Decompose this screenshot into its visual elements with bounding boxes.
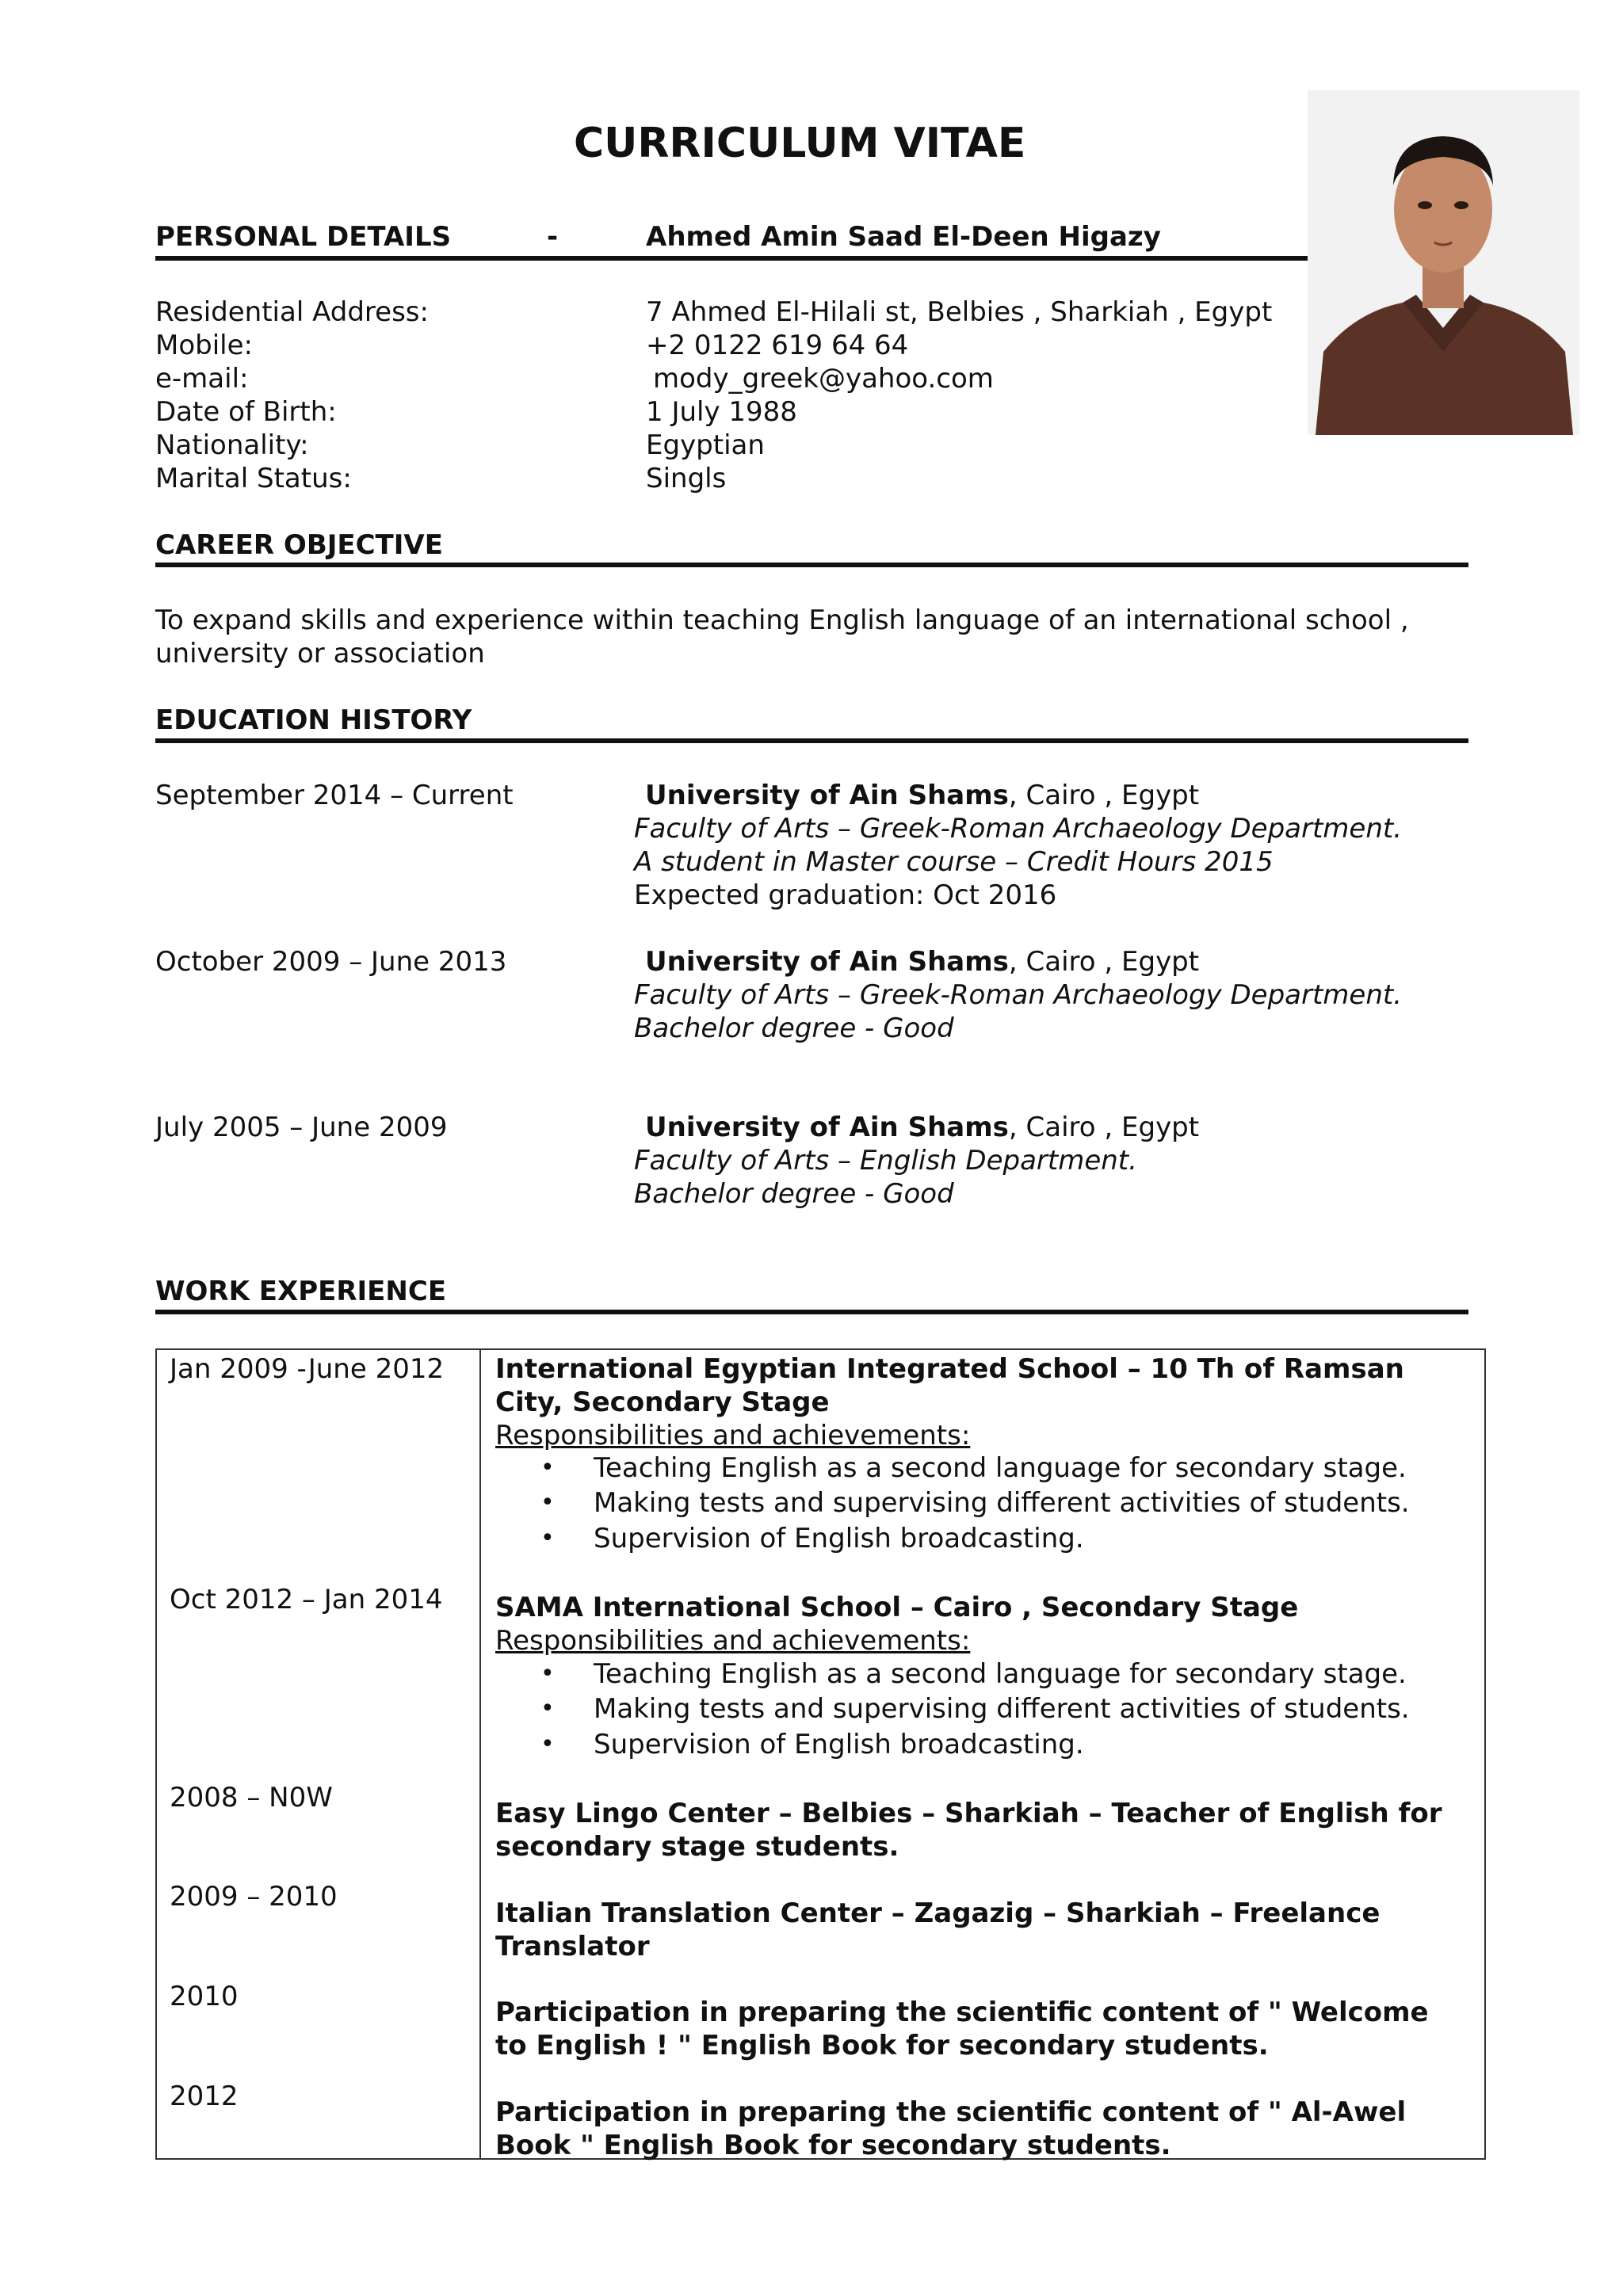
job-5-dates: 2010 xyxy=(170,1981,239,2012)
edu-1-detail-2: A student in Master course – Credit Hours 2015 xyxy=(634,846,1274,878)
job-1-title-line-1: International Egyptian Integrated School – 10 Th of Ramsan xyxy=(495,1353,1404,1385)
mobile-label: Mobile: xyxy=(155,330,253,361)
marital-status-label: Marital Status: xyxy=(155,463,352,494)
page-title: CURRICULUM VITAE xyxy=(574,120,1026,167)
job-6-dates: 2012 xyxy=(170,2081,239,2112)
job-1-bullet-2: Making tests and supervising different activities of students. xyxy=(594,1487,1410,1519)
edu-1-location: , Cairo , Egypt xyxy=(1008,780,1200,811)
education-rule xyxy=(155,738,1468,743)
job-2-bullet-2: Making tests and supervising different activities of students. xyxy=(594,1693,1410,1725)
job-1-dates: Jan 2009 -June 2012 xyxy=(170,1353,445,1385)
edu-1-institution: University of Ain Shams xyxy=(645,780,1009,811)
email-label: e-mail: xyxy=(155,363,249,395)
job-3-dates: 2008 – N0W xyxy=(170,1782,333,1814)
edu-3-dates: July 2005 – June 2009 xyxy=(155,1112,448,1143)
job-1-bullet-1-dot: • xyxy=(540,1454,555,1482)
job-6-title-line-2: Book " English Book for secondary students. xyxy=(495,2130,1171,2161)
residential-address-label: Residential Address: xyxy=(155,296,429,328)
edu-2-school xyxy=(645,945,1199,978)
job-2-bullet-2-dot: • xyxy=(540,1695,555,1722)
job-6-title-line-1: Participation in preparing the scientific content of " Al-Awel xyxy=(495,2096,1407,2128)
job-1-bullet-3-dot: • xyxy=(540,1524,555,1552)
job-5-title-line-2: to English ! " English Book for secondary students. xyxy=(495,2030,1269,2061)
job-1-responsibilities-label: Responsibilities and achievements: xyxy=(495,1420,971,1451)
job-2-title-line-1: SAMA International School – Cairo , Secondary Stage xyxy=(495,1592,1299,1623)
email-value: mody_greek@yahoo.com xyxy=(653,363,994,395)
career-line-1: To expand skills and experience within teaching English language of an international school , xyxy=(155,605,1409,636)
job-4-title-line-1: Italian Translation Center – Zagazig – Sharkiah – Freelance xyxy=(495,1897,1381,1929)
nationality-value: Egyptian xyxy=(646,429,765,461)
edu-3-detail-1: Faculty of Arts – English Department. xyxy=(634,1145,1137,1177)
job-2-dates: Oct 2012 – Jan 2014 xyxy=(170,1584,443,1615)
edu-3-school xyxy=(645,1111,1199,1144)
edu-1-detail-1: Faculty of Arts – Greek-Roman Archaeology Department. xyxy=(634,813,1403,845)
marital-status-value: Singls xyxy=(646,463,727,494)
edu-1-dates: September 2014 – Current xyxy=(155,780,514,811)
heading-dash: - xyxy=(547,221,559,253)
nationality-label: Nationality: xyxy=(155,429,309,461)
personal-rule xyxy=(155,256,1308,261)
job-1-bullet-3: Supervision of English broadcasting. xyxy=(594,1523,1084,1554)
edu-3-detail-2: Bachelor degree - Good xyxy=(634,1178,954,1210)
job-2-bullet-3-dot: • xyxy=(540,1730,555,1758)
career-line-2: university or association xyxy=(155,638,485,669)
work-experience-heading: WORK EXPERIENCE xyxy=(155,1276,447,1307)
full-name: Ahmed Amin Saad El-Deen Higazy xyxy=(646,221,1161,253)
edu-2-detail-1: Faculty of Arts – Greek-Roman Archaeology Department. xyxy=(634,979,1403,1011)
edu-2-location: , Cairo , Egypt xyxy=(1008,946,1200,978)
job-4-title-line-2: Translator xyxy=(495,1931,650,1962)
edu-2-dates: October 2009 – June 2013 xyxy=(155,946,507,978)
job-2-bullet-3: Supervision of English broadcasting. xyxy=(594,1729,1084,1760)
job-1-bullet-2-dot: • xyxy=(540,1489,555,1516)
profile-photo xyxy=(1308,90,1579,435)
work-rule xyxy=(155,1310,1468,1314)
dob-value: 1 July 1988 xyxy=(646,396,797,428)
job-1-title-line-2: City, Secondary Stage xyxy=(495,1386,830,1418)
job-4-dates: 2009 – 2010 xyxy=(170,1881,338,1913)
job-2-bullet-1: Teaching English as a second language for secondary stage. xyxy=(594,1658,1407,1690)
job-3-title-line-2: secondary stage students. xyxy=(495,1831,899,1863)
edu-2-detail-2: Bachelor degree - Good xyxy=(634,1013,954,1044)
job-2-responsibilities-label: Responsibilities and achievements: xyxy=(495,1625,971,1657)
personal-details-heading: PERSONAL DETAILS xyxy=(155,221,452,253)
job-1-bullet-1: Teaching English as a second language for secondary stage. xyxy=(594,1452,1407,1484)
work-table-divider xyxy=(479,1348,481,2160)
career-rule xyxy=(155,563,1468,567)
career-objective-heading: CAREER OBJECTIVE xyxy=(155,529,443,561)
edu-2-institution: University of Ain Shams xyxy=(645,946,1009,978)
job-5-title-line-1: Participation in preparing the scientific content of " Welcome xyxy=(495,1997,1429,2028)
edu-3-institution: University of Ain Shams xyxy=(645,1112,1009,1143)
job-2-bullet-1-dot: • xyxy=(540,1660,555,1688)
mobile-value: +2 0122 619 64 64 xyxy=(646,330,909,361)
edu-1-expected: Expected graduation: Oct 2016 xyxy=(634,879,1057,911)
education-heading: EDUCATION HISTORY xyxy=(155,704,472,736)
portrait-illustration xyxy=(1308,90,1579,435)
edu-1-school xyxy=(645,779,1199,812)
edu-3-location: , Cairo , Egypt xyxy=(1008,1112,1200,1143)
dob-label: Date of Birth: xyxy=(155,396,337,428)
residential-address-value: 7 Ahmed El-Hilali st, Belbies , Sharkiah , Egypt xyxy=(646,296,1273,328)
job-3-title-line-1: Easy Lingo Center – Belbies – Sharkiah – Teacher of English for xyxy=(495,1798,1442,1829)
